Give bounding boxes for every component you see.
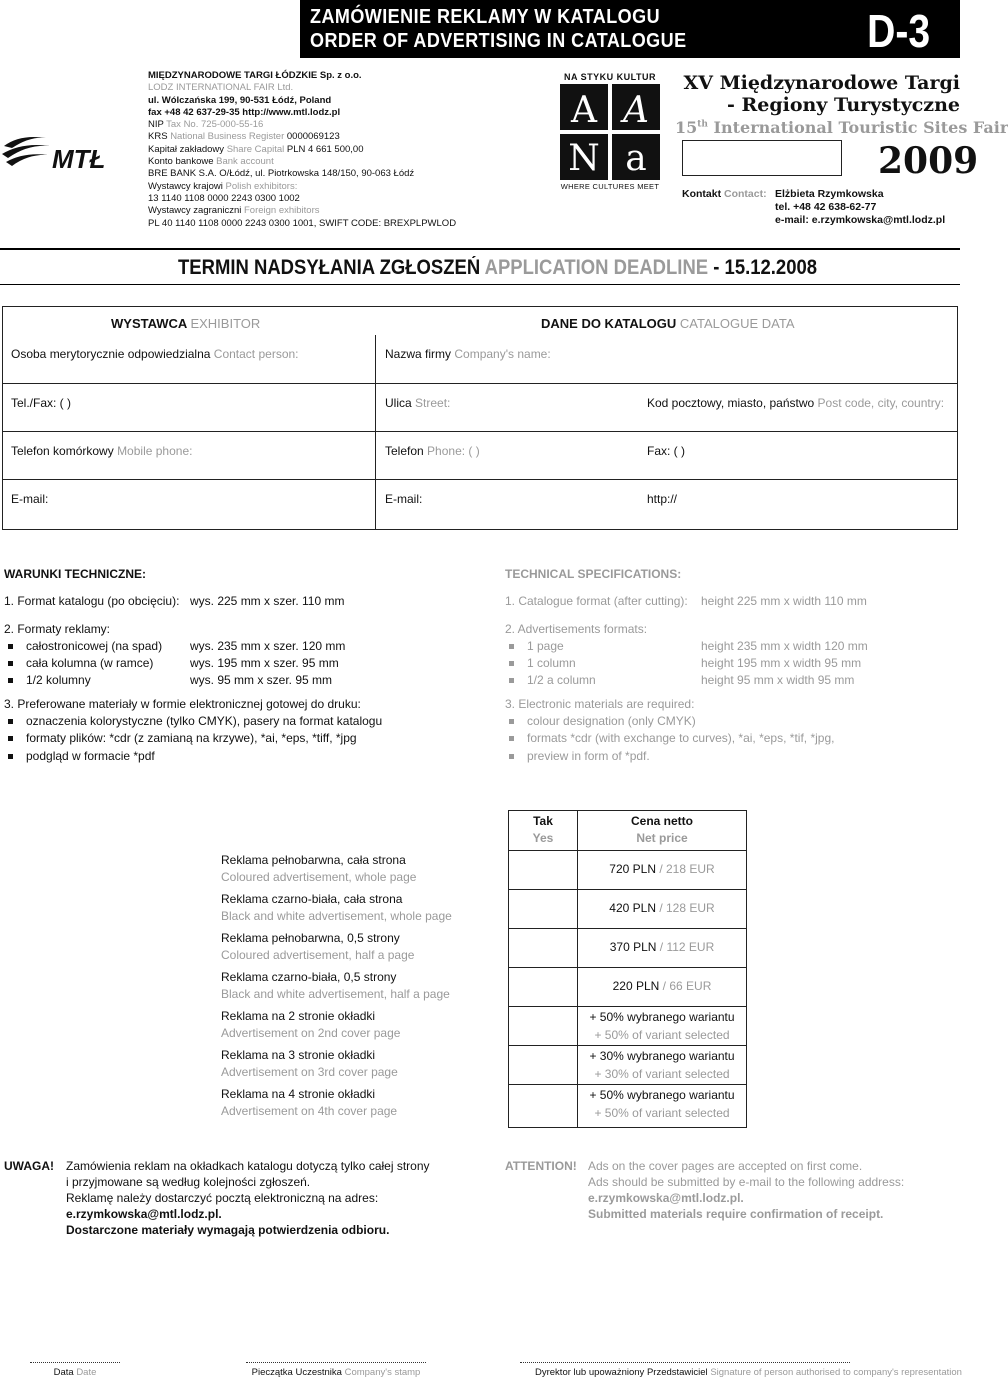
catalogue-email-field[interactable]: E-mail:: [385, 492, 423, 506]
yes-checkbox[interactable]: [508, 1047, 578, 1081]
price-value: 220 PLN / 66 EUR: [612, 979, 712, 993]
svg-text:A: A: [571, 90, 597, 131]
mobile-field[interactable]: Telefon komórkowy Mobile phone:: [11, 444, 193, 458]
cultures-logo-bottom: WHERE CULTURES MEET: [560, 182, 660, 191]
yes-checkbox[interactable]: [508, 891, 578, 925]
deadline-banner: TERMIN NADSYŁANIA ZGŁOSZEŃ APPLICATION DEADLINE - 15.12.2008: [178, 256, 818, 279]
price-row-description: Reklama czarno-biała, cała strona Black and white advertisement, whole page: [221, 892, 452, 923]
price-row-description: Reklama na 4 stronie okładki Advertisement on 4th cover page: [221, 1087, 398, 1118]
form-code: D-3: [866, 5, 930, 57]
price-row-description: Reklama na 3 stronie okładki Advertisement on 3rd cover page: [221, 1048, 398, 1079]
tech-en-title: TECHNICAL SPECIFICATIONS:: [505, 567, 682, 581]
fair-year: 2009: [878, 140, 979, 182]
title-bar: [300, 0, 960, 58]
mtl-logo: [0, 128, 125, 178]
company-nip: NIP Tax No. 725-000-55-16: [148, 119, 264, 131]
yes-header: Tak Yes: [532, 814, 554, 845]
form-row-divider: [3, 431, 957, 432]
tech-en-formats-title: 2. Advertisements formats:: [505, 621, 648, 636]
svg-text:a: a: [625, 138, 647, 179]
logo-text: MTŁ: [52, 144, 106, 174]
technical-conditions-pl: [4, 566, 382, 765]
divider: [0, 248, 960, 250]
title-en: ORDER OF ADVERTISING IN CATALOGUE: [310, 30, 687, 52]
tech-en-format: 1. Catalogue format (after cutting): height 225 mm x width 110 mm: [505, 594, 867, 609]
tech-en-material-item: formats *cdr (with exchange to curves), *ai, *eps, *tif, *jpg,: [505, 730, 834, 747]
fair-logo-box: [682, 140, 842, 176]
price-value: + 50% wybranego wariantu + 50% of variant selected: [589, 1088, 735, 1120]
company-address: ul. Wólczańska 199, 90-531 Łódź, Poland: [148, 94, 332, 106]
table-row-divider: [508, 928, 747, 929]
tech-pl-material-item: podgląd w formacie *pdf: [4, 748, 382, 765]
stamp-line: [246, 1362, 426, 1363]
fair-name-pl-1: XV Międzynarodowe Targi: [683, 72, 960, 94]
email-field[interactable]: E-mail:: [11, 492, 49, 506]
contact-person-field[interactable]: Osoba merytorycznie odpowiedzialna Contact person:: [11, 347, 299, 361]
tech-pl-format-item: całostronicowej (na spad) wys. 235 mm x szer. 120 mm: [4, 638, 382, 655]
tech-pl-format-item: 1/2 kolumny wys. 95 mm x szer. 95 mm: [4, 672, 382, 689]
price-row-description: Reklama na 2 stronie okładki Advertisement on 2nd cover page: [221, 1009, 401, 1040]
exhibitor-form: [2, 306, 958, 530]
net-price-header: Cena netto Net price: [630, 814, 693, 845]
contact-name: Elżbieta Rzymkowska: [775, 188, 884, 200]
attention-label: ATTENTION!: [505, 1159, 577, 1173]
contact-tel: tel. +48 42 638-62-77: [775, 201, 877, 213]
company-domestic-account: 13 1140 1108 0000 2243 0300 1002: [148, 192, 300, 204]
fair-name-en: 15th International Touristic Sites Fair: [675, 118, 1008, 137]
director-line: [520, 1362, 850, 1363]
stamp-caption: Pieczątka Uczestnika Company's stamp: [251, 1367, 421, 1378]
tech-pl-materials-title: 3. Preferowane materiały w formie elektronicznej gotowej do druku:: [4, 696, 361, 711]
fax-field[interactable]: Fax: ( ): [647, 444, 685, 458]
title-pl: ZAMÓWIENIE REKLAMY W KATALOGU: [310, 6, 661, 28]
company-capital: Kapitał zakładowy Share Capital PLN 4 661 500,00: [148, 143, 364, 155]
company-krs: KRS National Business Register 0000069123: [148, 131, 340, 143]
company-name-field[interactable]: Nazwa firmy Company's name:: [385, 347, 551, 361]
company-fax-web: fax +48 42 637-29-35 http://www.mtl.lodz.pl: [148, 106, 341, 118]
svg-text:A: A: [623, 90, 649, 131]
company-name-pl: MIĘDZYNARODOWE TARGI ŁÓDZKIE Sp. z o.o.: [148, 70, 362, 81]
tech-pl-title: WARUNKI TECHNICZNE:: [4, 567, 146, 581]
company-domestic: Wystawcy krajowi Polish exhibitors:: [148, 180, 298, 192]
form-row-divider: [3, 383, 957, 384]
tech-pl-material-item: formaty plików: *cdr (z zamianą na krzywe), *ai, *eps, *tiff, *jpg: [4, 730, 382, 747]
tech-en-materials-title: 3. Electronic materials are required:: [505, 696, 695, 711]
contact-email: e-mail: e.rzymkowska@mtl.lodz.pl: [775, 214, 946, 226]
company-name-en: LODZ INTERNATIONAL FAIR Ltd.: [148, 82, 294, 94]
contact-details: [775, 188, 945, 227]
tech-en-material-item: colour designation (only CMYK): [505, 713, 834, 730]
table-row-divider: [508, 1084, 747, 1085]
form-column-divider: [375, 335, 376, 529]
price-row-description: Reklama pełnobarwna, cała strona Coloured advertisement, whole page: [221, 853, 417, 884]
technical-specifications-en: [505, 566, 868, 765]
tech-pl-format: 1. Format katalogu (po obcięciu): wys. 225 mm x szer. 110 mm: [4, 594, 345, 609]
fair-name-pl-2: - Regiony Turystyczne: [726, 94, 960, 116]
yes-checkbox[interactable]: [508, 852, 578, 886]
company-bank: Konto bankowe Bank account: [148, 156, 274, 168]
table-row-divider: [508, 1045, 747, 1046]
form-row-divider: [3, 479, 957, 480]
price-value: 370 PLN / 112 EUR: [609, 940, 715, 954]
tech-en-format-item: 1 page height 235 mm x width 120 mm: [505, 638, 834, 655]
company-bank-value: BRE BANK S.A. O/Łódź, ul. Piotrkowska 148/150, 90-063 Łódź: [148, 168, 415, 180]
divider: [0, 284, 960, 285]
price-row-description: Reklama pełnobarwna, 0,5 strony Coloured advertisement, half a page: [221, 931, 415, 962]
yes-checkbox[interactable]: [508, 930, 578, 964]
contact-label: Kontakt Contact:: [682, 188, 767, 200]
telfax-field[interactable]: Tel./Fax: ( ): [11, 396, 72, 410]
tech-pl-formats-title: 2. Formaty reklamy:: [4, 621, 111, 636]
uwaga-label: UWAGA!: [4, 1159, 54, 1173]
date-caption: Data Date: [53, 1367, 97, 1378]
exhibitor-heading: WYSTAWCA EXHIBITOR: [111, 316, 261, 331]
catalogue-data-heading: DANE DO KATALOGU CATALOGUE DATA: [541, 316, 795, 331]
notes-en: Ads on the cover pages are accepted on first come. Ads should be submitted by e-mail to the following address: e.rzymkowska@mtl.lodz.pl. Submitted materials require confirmation of receipt.: [588, 1159, 905, 1221]
tech-pl-material-item: oznaczenia kolorystyczne (tylko CMYK), pasery na format katalogu: [4, 713, 382, 730]
table-row-divider: [508, 967, 747, 968]
tech-en-format-item: 1/2 a column height 95 mm x width 95 mm: [505, 672, 834, 689]
fair-title: [675, 72, 1008, 137]
postcode-field[interactable]: Kod pocztowy, miasto, państwo Post code, city, country:: [647, 396, 945, 410]
price-value: 420 PLN / 128 EUR: [609, 901, 715, 915]
price-value: + 50% wybranego wariantu + 50% of variant selected: [589, 1010, 735, 1042]
phone-field[interactable]: Telefon Phone: ( ): [385, 444, 480, 458]
yes-checkbox[interactable]: [508, 1086, 578, 1120]
tech-pl-format-item: cała kolumna (w ramce) wys. 195 mm x szer. 95 mm: [4, 655, 382, 672]
table-row-divider: [508, 1006, 747, 1007]
table-row-divider: [508, 889, 747, 890]
date-line: [30, 1362, 120, 1363]
tech-en-material-item: preview in form of *pdf.: [505, 748, 834, 765]
director-caption: Dyrektor lub upoważniony Przedstawiciel Signature of person authorised to company's representation: [535, 1367, 962, 1378]
company-foreign: Wystawcy zagraniczni Foreign exhibitors: [148, 205, 320, 217]
yes-checkbox[interactable]: [508, 969, 578, 1003]
svg-text:N: N: [568, 138, 600, 179]
street-field[interactable]: Ulica Street:: [385, 396, 451, 410]
price-value: + 30% wybranego wariantu + 30% of variant selected: [589, 1049, 735, 1081]
cultures-logo: [560, 72, 660, 192]
price-value: 720 PLN / 218 EUR: [609, 862, 715, 876]
table-header-divider: [508, 850, 747, 851]
website-field[interactable]: http://: [647, 492, 678, 506]
tech-en-format-item: 1 column height 195 mm x width 95 mm: [505, 655, 834, 672]
price-row-description: Reklama czarno-biała, 0,5 strony Black and white advertisement, half a page: [221, 970, 450, 1001]
cultures-logo-top: NA STYKU KULTUR: [564, 72, 656, 82]
notes-pl: Zamówienia reklam na okładkach katalogu dotyczą tylko całej strony i przyjmowane są według kolejności zgłoszeń. Reklamę należy dostarczyć pocztą elektroniczną na adres: e.rzymkowska@mtl.lodz.pl. Dostarczone materiały wymagają potwierdzenia odbioru.: [66, 1159, 430, 1237]
company-info: [148, 70, 528, 230]
yes-checkbox[interactable]: [508, 1008, 578, 1042]
company-foreign-account: PL 40 1140 1108 0000 2243 0300 1001, SWIFT CODE: BREXPLPWLOD: [148, 217, 457, 229]
